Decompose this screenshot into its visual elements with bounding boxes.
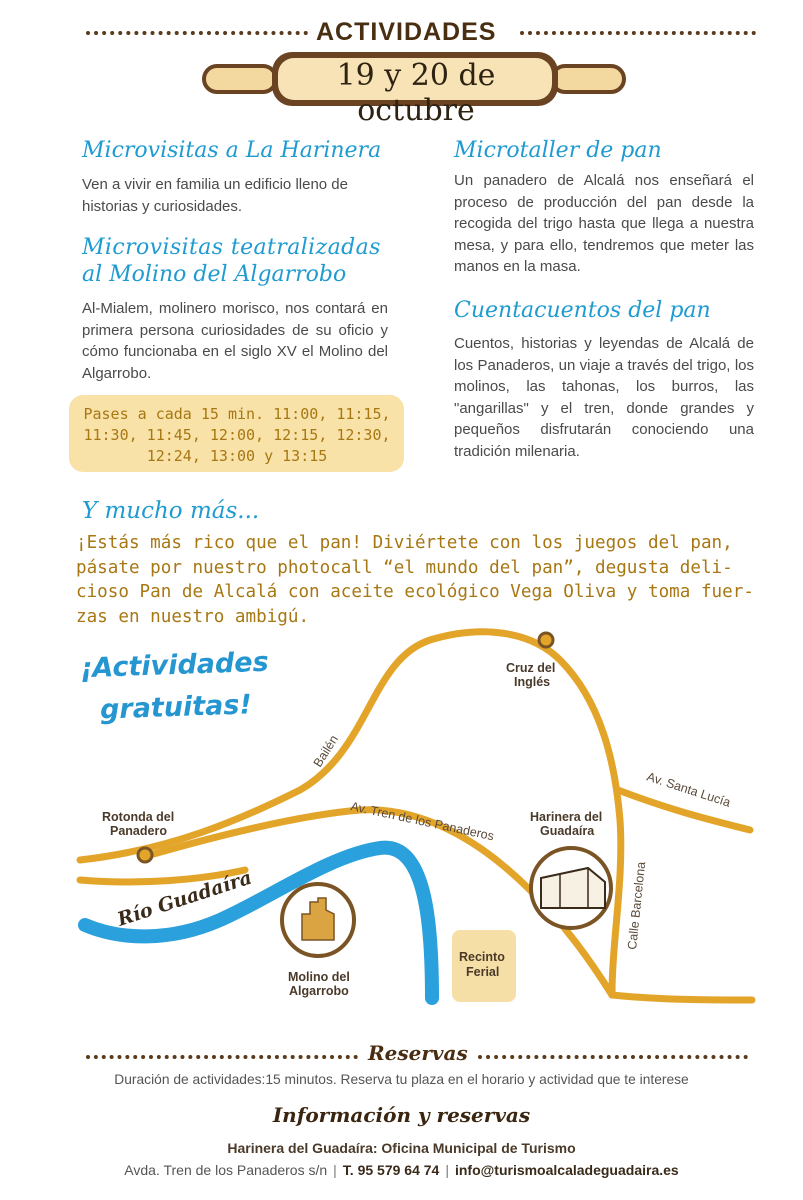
road-bottom — [612, 995, 752, 1000]
street-tren-panaderos: Av. Tren de los Panaderos — [349, 799, 496, 844]
header-dots-right — [520, 31, 756, 35]
map-label-molino-1: Molino del — [288, 970, 350, 984]
teatralizadas-body: Al-Mialem, molinero morisco, nos contará en primera persona curiosidades de su oficio y cómo funcionaba en el siglo XV el Molino del Algarrobo. — [82, 300, 388, 382]
microvisitas-heading: Microvisitas a La Harinera — [82, 138, 382, 163]
free-activities-line-2: gratuitas! — [99, 689, 253, 726]
street-bailen: Bailén — [310, 732, 341, 770]
pases-line-1: Pases a cada 15 min. 11:00, 11:15, — [83, 405, 391, 423]
microvisitas-body: Ven a vivir en familia un edificio lleno de historias y curiosidades. — [82, 176, 348, 215]
map-label-harinera-1: Harinera del — [530, 810, 603, 824]
reservas-heading: Reservas — [368, 1041, 468, 1065]
map-label-cruz-2: Inglés — [514, 675, 551, 689]
map-label-cruz-1: Cruz del — [506, 661, 556, 675]
pases-line-3: 12:24, 13:00 y 13:15 — [146, 447, 328, 465]
street-rio-guadaira: Río Guadaíra — [114, 866, 255, 931]
marker-cruz-ingles — [539, 633, 553, 647]
contact-line — [0, 1162, 803, 1178]
map-label-rotonda-1: Rotonda del — [102, 810, 175, 824]
pases-schedule — [76, 404, 398, 467]
header-title: ACTIVIDADES — [316, 18, 497, 46]
cuentacuentos-body: Cuentos, historias y leyendas de Alcalá de los Panaderos, un viaje a través del trigo, los molinos, las tahonas, los burros, las "angarillas" y el tren, donde grandes y pequeños disfrutarán conociendo una tradición milenaria. — [454, 335, 754, 460]
separator: | — [445, 1162, 449, 1178]
mucho-mas-line-3: cioso Pan de Alcalá con aceite ecológico Vega Oliva y toma fuer- — [76, 582, 754, 602]
harinera-icon — [531, 848, 611, 928]
street-santa-lucia: Av. Santa Lucía — [645, 769, 733, 810]
map-label-recinto-1: Recinto — [459, 950, 505, 964]
free-activities-line-1: ¡Actividades — [79, 646, 270, 685]
info-subtitle: Harinera del Guadaíra: Oficina Municipal de Turismo — [227, 1140, 576, 1156]
map-label-recinto-2: Ferial — [466, 965, 500, 979]
teatralizadas-heading-line1: Microvisitas teatralizadas — [82, 235, 381, 260]
microtaller-body: Un panadero de Alcalá nos enseñará el proceso de producción del pan desde la recogida del trigo hasta que llega a nuestra mesa, y para ello, tendremos que meter las manos en la masa. — [454, 172, 754, 275]
mucho-mas-line-2: pásate por nuestro photocall “el mundo del pan”, degusta deli- — [76, 557, 733, 578]
mucho-mas-body — [76, 531, 776, 629]
map-label-rotonda-2: Panadero — [110, 824, 167, 838]
reservas-dots-left — [86, 1055, 358, 1059]
map-label-molino-2: Algarrobo — [289, 984, 349, 998]
microtaller-heading: Microtaller de pan — [454, 138, 662, 163]
street-barcelona: Calle Barcelona — [625, 861, 649, 951]
header-dots-left — [86, 31, 308, 35]
contact-email[interactable]: info@turismoalcaladeguadaira.es — [454, 1162, 679, 1178]
teatralizadas-heading-line2: al Molino del Algarrobo — [82, 262, 347, 287]
event-date: 19 y 20 de octubre — [336, 58, 496, 128]
contact-phone[interactable]: T. 95 579 64 74 — [342, 1162, 440, 1178]
map-label-harinera-2: Guadaíra — [540, 824, 595, 838]
contact-address: Avda. Tren de los Panaderos s/n — [124, 1162, 328, 1178]
molino-icon — [282, 884, 354, 956]
reservas-dots-right — [478, 1055, 748, 1059]
mucho-mas-heading: Y mucho más... — [82, 498, 260, 524]
pases-line-2: 11:30, 11:45, 12:00, 12:15, 12:30, — [83, 426, 391, 444]
mucho-mas-line-4: zas en nuestro ambigú. — [76, 606, 310, 627]
separator: | — [333, 1162, 337, 1178]
location-map — [0, 620, 803, 1030]
duracion-note: Duración de actividades:15 minutos. Reserva tu plaza en el horario y actividad que te interese — [114, 1072, 689, 1087]
marker-rotonda-panadero — [138, 848, 152, 862]
cuentacuentos-heading: Cuentacuentos del pan — [454, 298, 711, 323]
info-heading: Información y reservas — [272, 1103, 531, 1127]
mucho-mas-line-1: ¡Estás más rico que el pan! Diviértete con los juegos del pan, — [76, 533, 733, 553]
